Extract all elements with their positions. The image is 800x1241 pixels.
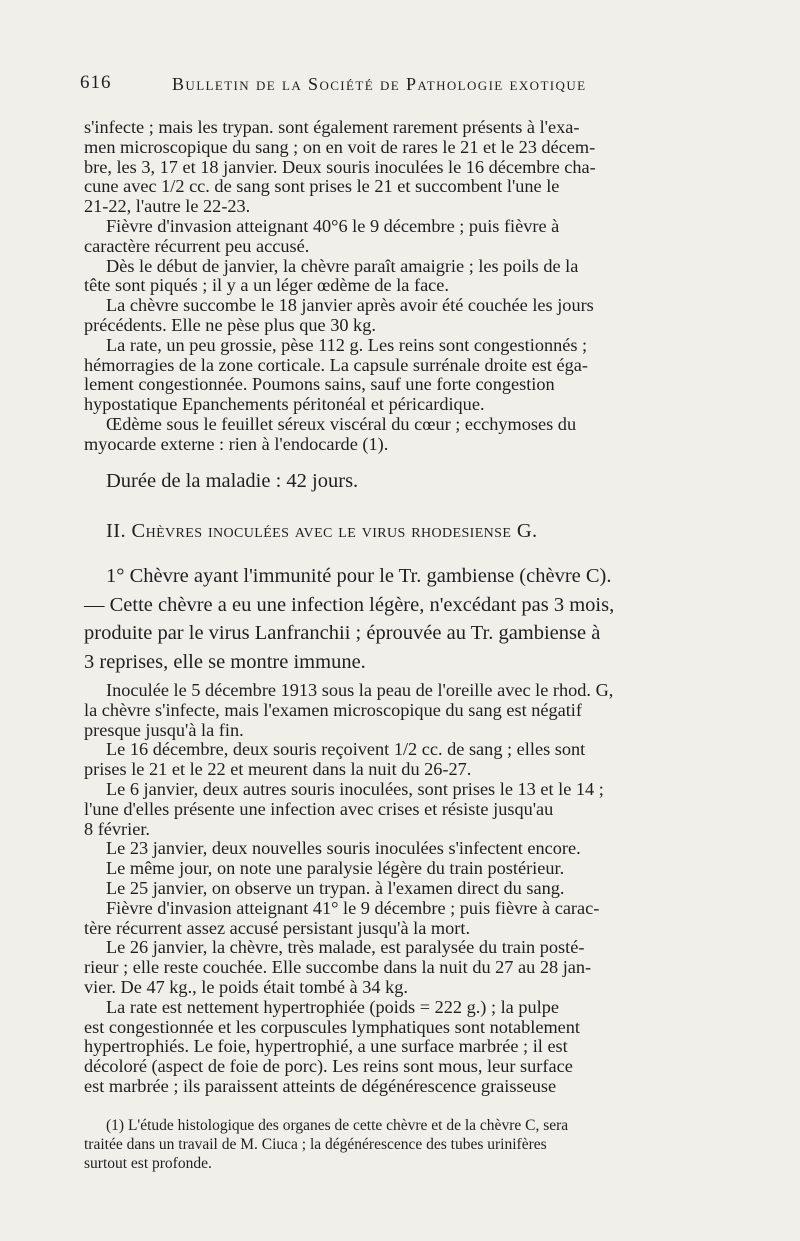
page-header (80, 72, 720, 98)
text-line: presque jusqu'à la fin. (84, 719, 244, 740)
text-line: La chèvre succombe le 18 janvier après avoir été couchée les jours (106, 295, 594, 316)
disease-duration: Durée de la maladie : 42 jours. (106, 470, 359, 492)
text-line: hémorragies de la zone corticale. La capsule surrénale droite est éga- (84, 354, 589, 375)
text-line: hypertrophiés. Le foie, hypertrophié, a une surface marbrée ; il est (84, 1036, 568, 1057)
footnote-block (84, 1117, 720, 1173)
text-line: La rate est nettement hypertrophiée (poids = 222 g.) ; la pulpe (106, 996, 559, 1017)
text-line: rieur ; elle reste couchée. Elle succombe dans la nuit du 27 au 28 jan- (84, 957, 592, 978)
text-line: Le 23 janvier, deux nouvelles souris inoculées s'infectent encore. (106, 838, 581, 859)
subsection-block (84, 562, 720, 676)
section-title: II. Chèvres inoculées avec le virus rhodesiense G. (106, 520, 538, 542)
text-line: La rate, un peu grossie, pèse 112 g. Les reins sont congestionnés ; (106, 334, 588, 355)
text-line: 3 reprises, elle se montre immune. (84, 650, 366, 673)
text-line: est marbrée ; ils paraissent atteints de dégénérescence graisseuse (84, 1075, 557, 1096)
text-line: est congestionnée et les corpuscules lymphatiques sont notablement (84, 1016, 581, 1037)
text-line: vier. De 47 kg., le poids était tombé à 34 kg. (84, 976, 408, 997)
footnote-line: traitée dans un travail de M. Ciuca ; la dégénérescence des tubes urinifères (84, 1135, 547, 1153)
text-line: produite par le virus Lanfranchii ; éprouvée au Tr. gambiense à (84, 622, 601, 644)
duration-line-block (84, 467, 720, 496)
page-number: 616 (80, 72, 112, 93)
text-line: 8 février. (84, 818, 150, 839)
text-line: prises le 21 et le 22 et meurent dans la nuit du 26-27. (84, 759, 472, 780)
text-line: Le 26 janvier, la chèvre, très malade, est paralysée du train posté- (106, 937, 585, 958)
text-line: men microscopique du sang ; on en voit de rares le 21 et le 23 décem- (84, 136, 596, 157)
text-line: Le même jour, on note une paralysie légère du train postérieur. (106, 858, 565, 879)
text-line: Le 16 décembre, deux souris reçoivent 1/2 cc. de sang ; elles sont (106, 739, 586, 760)
footnote-line: surtout est profonde. (84, 1154, 212, 1172)
text-line: Fièvre d'invasion atteignant 41° le 9 décembre ; puis fièvre à carac- (106, 897, 600, 918)
text-line: tête sont piqués ; il y a un léger œdème de la face. (84, 275, 449, 296)
paragraph-block-2 (84, 681, 720, 1097)
text-line: bre, les 3, 17 et 18 janvier. Deux souris inoculées le 16 décembre cha- (84, 156, 596, 177)
text-line: 1° Chèvre ayant l'immunité pour le Tr. gambiense (chèvre C). (106, 565, 612, 587)
text-line: Œdème sous le feuillet séreux viscéral du cœur ; ecchymoses du (106, 413, 577, 434)
text-line: myocarde externe : rien à l'endocarde (1). (84, 433, 389, 454)
section-title-block (84, 522, 720, 542)
footnote-line: (1) L'étude histologique des organes de cette chèvre et de la chèvre C, sera (106, 1117, 569, 1134)
text-line: tère récurrent assez accusé persistant jusqu'à la mort. (84, 917, 471, 938)
text-line: Inoculée le 5 décembre 1913 sous la peau de l'oreille avec le rhod. G, (106, 680, 614, 700)
text-line: 21-22, l'autre le 22-23. (84, 196, 251, 217)
text-line: hypostatique Epanchements péritonéal et péricardique. (84, 394, 485, 415)
text-line: Le 25 janvier, on observe un trypan. à l'examen direct du sang. (106, 877, 565, 898)
text-line: cune avec 1/2 cc. de sang sont prises le 21 et succombent l'une le (84, 176, 560, 197)
text-line: caractère récurrent peu accusé. (84, 235, 310, 256)
text-line: lement congestionnée. Poumons sains, sauf une forte congestion (84, 374, 555, 395)
text-line: — Cette chèvre a eu une infection légère, n'excédant pas 3 mois, (84, 593, 615, 616)
text-line: précédents. Elle ne pèse plus que 30 kg. (84, 314, 376, 335)
text-line: décoloré (aspect de foie de porc). Les reins sont mous, leur surface (84, 1056, 573, 1077)
text-line: Le 6 janvier, deux autres souris inoculées, sont prises le 13 et le 14 ; (106, 778, 604, 799)
text-line: l'une d'elles présente une infection avec crises et résiste jusqu'au (84, 798, 554, 819)
paragraph-block-1 (84, 118, 720, 455)
text-line: la chèvre s'infecte, mais l'examen microscopique du sang est négatif (84, 699, 582, 720)
text-line: Fièvre d'invasion atteignant 40°6 le 9 décembre ; puis fièvre à (106, 215, 560, 236)
running-title: Bulletin de la Société de Pathologie exotique (172, 74, 587, 94)
text-line: s'infecte ; mais les trypan. sont également rarement présents à l'exa- (84, 117, 580, 137)
text-line: Dès le début de janvier, la chèvre paraît amaigrie ; les poils de la (106, 255, 579, 276)
